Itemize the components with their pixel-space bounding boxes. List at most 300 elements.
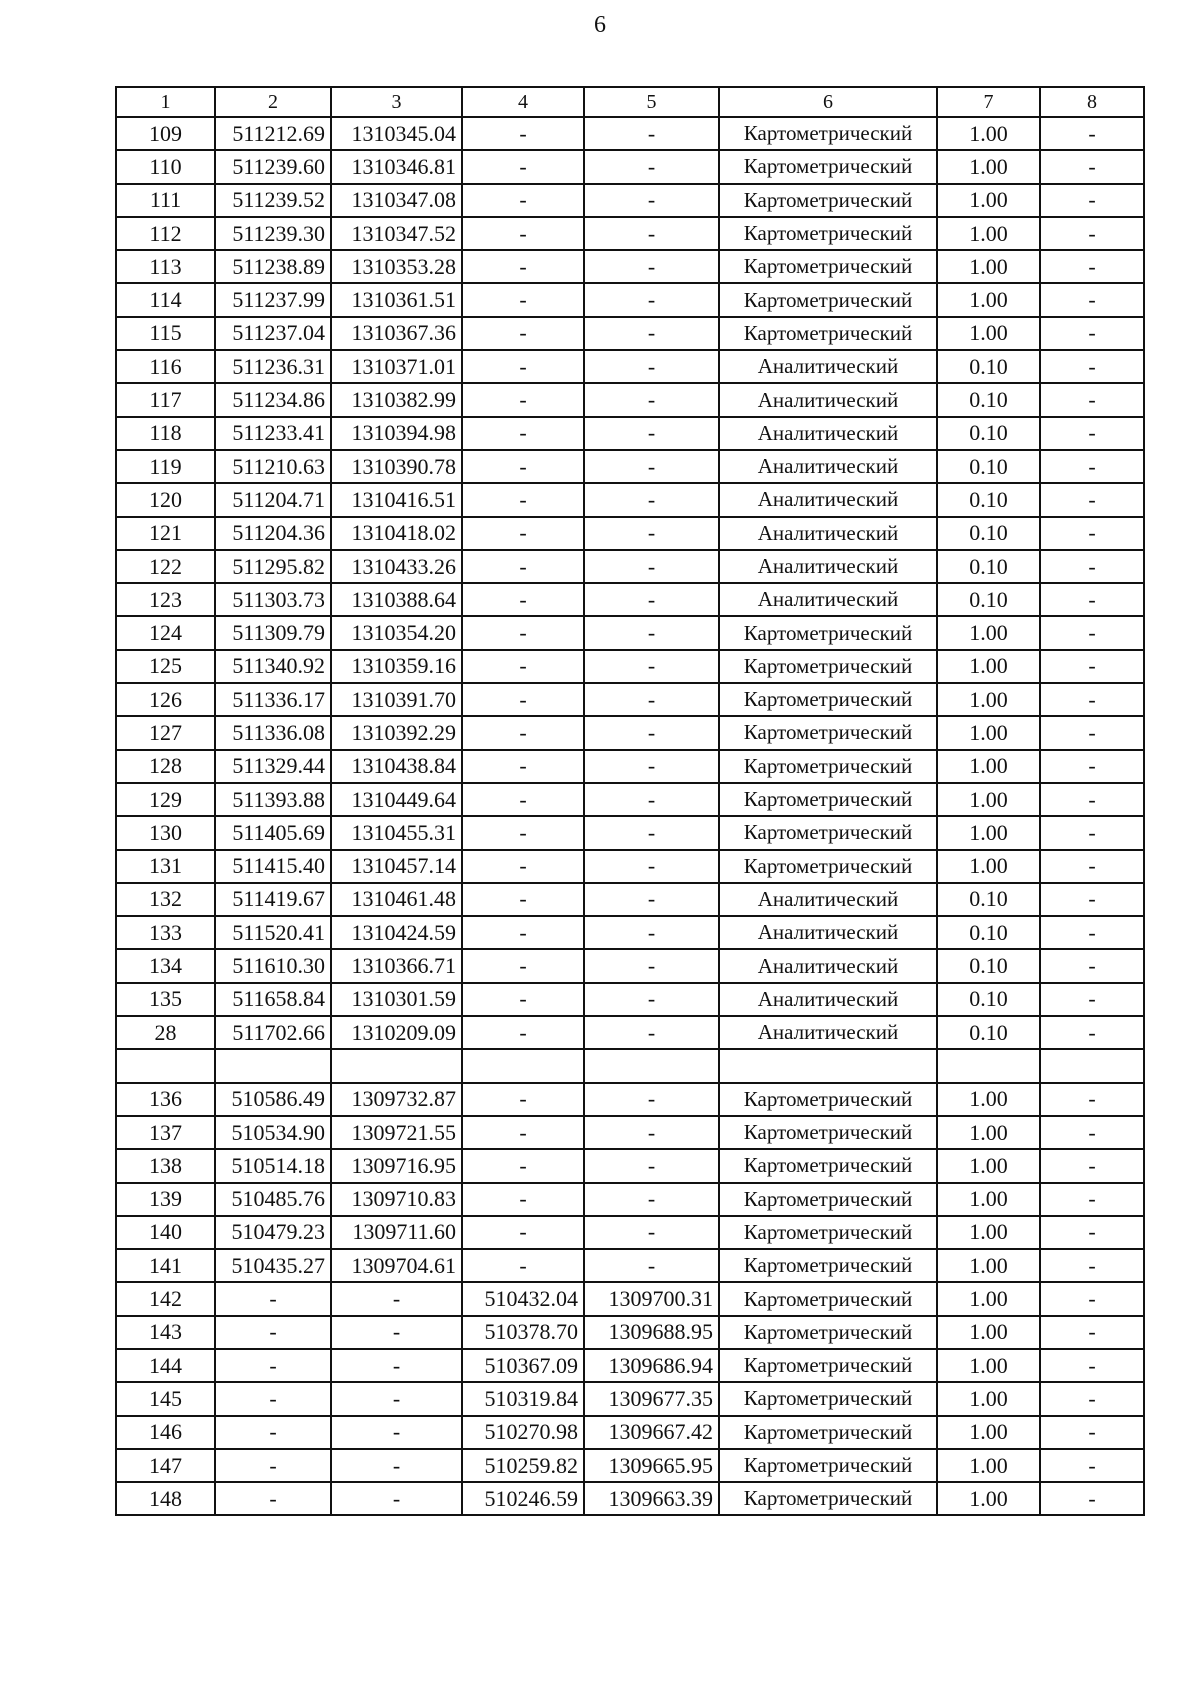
y-existing-cell: 1309704.61 <box>331 1249 462 1282</box>
y-new-cell: - <box>584 517 719 550</box>
y-existing-cell: 1310449.64 <box>331 783 462 816</box>
x-new-cell: - <box>462 683 584 716</box>
notes-cell: - <box>1040 1116 1144 1149</box>
accuracy-cell: 1.00 <box>937 650 1040 683</box>
accuracy-cell: 1.00 <box>937 683 1040 716</box>
table-row <box>116 1449 1144 1482</box>
column-header-6: 6 <box>719 87 937 117</box>
y-new-cell: - <box>584 550 719 583</box>
table-row <box>116 517 1144 550</box>
x-new-cell <box>462 1049 584 1082</box>
x-new-cell: - <box>462 250 584 283</box>
table-row <box>116 117 1144 150</box>
notes-cell: - <box>1040 1349 1144 1382</box>
x-new-cell: - <box>462 383 584 416</box>
accuracy-cell: 1.00 <box>937 184 1040 217</box>
y-new-cell: - <box>584 1183 719 1216</box>
table-row <box>116 650 1144 683</box>
table-row <box>116 983 1144 1016</box>
point-number-cell: 143 <box>116 1316 215 1349</box>
x-existing-cell: 511415.40 <box>215 850 331 883</box>
x-existing-cell: 511239.60 <box>215 150 331 183</box>
point-number-cell: 121 <box>116 517 215 550</box>
notes-cell: - <box>1040 1216 1144 1249</box>
method-cell: Картометрический <box>719 1382 937 1415</box>
accuracy-cell: 1.00 <box>937 783 1040 816</box>
y-new-cell: - <box>584 1216 719 1249</box>
x-new-cell: 510367.09 <box>462 1349 584 1382</box>
x-existing-cell: 511295.82 <box>215 550 331 583</box>
point-number-cell: 144 <box>116 1349 215 1382</box>
y-new-cell: 1309700.31 <box>584 1282 719 1315</box>
y-existing-cell: 1310382.99 <box>331 383 462 416</box>
method-cell: Картометрический <box>719 1316 937 1349</box>
y-new-cell: - <box>584 383 719 416</box>
x-existing-cell: 511610.30 <box>215 949 331 982</box>
notes-cell: - <box>1040 517 1144 550</box>
method-cell: Аналитический <box>719 450 937 483</box>
notes-cell: - <box>1040 1282 1144 1315</box>
point-number-cell: 113 <box>116 250 215 283</box>
accuracy-cell: 1.00 <box>937 1316 1040 1349</box>
method-cell: Картометрический <box>719 1282 937 1315</box>
point-number-cell: 118 <box>116 417 215 450</box>
accuracy-cell: 0.10 <box>937 583 1040 616</box>
method-cell: Аналитический <box>719 483 937 516</box>
y-existing-cell: 1309710.83 <box>331 1183 462 1216</box>
notes-cell: - <box>1040 1149 1144 1182</box>
accuracy-cell: 0.10 <box>937 383 1040 416</box>
method-cell: Аналитический <box>719 417 937 450</box>
x-existing-cell: - <box>215 1382 331 1415</box>
point-number-cell: 128 <box>116 750 215 783</box>
accuracy-cell: 1.00 <box>937 1416 1040 1449</box>
point-number-cell: 133 <box>116 916 215 949</box>
accuracy-cell: 1.00 <box>937 716 1040 749</box>
accuracy-cell: 1.00 <box>937 750 1040 783</box>
y-new-cell <box>584 1049 719 1082</box>
y-existing-cell: 1309721.55 <box>331 1116 462 1149</box>
table-row <box>116 1083 1144 1116</box>
accuracy-cell: 0.10 <box>937 983 1040 1016</box>
x-existing-cell: 511212.69 <box>215 117 331 150</box>
table-row <box>116 283 1144 316</box>
x-new-cell: - <box>462 883 584 916</box>
point-number-cell: 122 <box>116 550 215 583</box>
accuracy-cell: 0.10 <box>937 517 1040 550</box>
accuracy-cell: 1.00 <box>937 616 1040 649</box>
y-existing-cell: 1310367.36 <box>331 317 462 350</box>
table-row <box>116 783 1144 816</box>
table-row <box>116 816 1144 849</box>
y-existing-cell: 1310438.84 <box>331 750 462 783</box>
x-existing-cell: 510435.27 <box>215 1249 331 1282</box>
x-existing-cell: 511233.41 <box>215 417 331 450</box>
y-new-cell: - <box>584 883 719 916</box>
y-new-cell: - <box>584 949 719 982</box>
x-new-cell: 510319.84 <box>462 1382 584 1415</box>
accuracy-cell: 1.00 <box>937 1083 1040 1116</box>
y-new-cell: 1309686.94 <box>584 1349 719 1382</box>
method-cell: Картометрический <box>719 1183 937 1216</box>
x-new-cell: - <box>462 650 584 683</box>
table-row <box>116 1249 1144 1282</box>
method-cell: Аналитический <box>719 583 937 616</box>
y-existing-cell: 1310353.28 <box>331 250 462 283</box>
x-existing-cell: 511239.52 <box>215 184 331 217</box>
y-new-cell: - <box>584 483 719 516</box>
x-existing-cell: 510534.90 <box>215 1116 331 1149</box>
method-cell <box>719 1049 937 1082</box>
x-existing-cell: 511405.69 <box>215 816 331 849</box>
point-number-cell: 138 <box>116 1149 215 1182</box>
y-new-cell: - <box>584 616 719 649</box>
notes-cell: - <box>1040 1316 1144 1349</box>
x-new-cell: - <box>462 949 584 982</box>
y-existing-cell: 1310347.52 <box>331 217 462 250</box>
y-existing-cell: 1310418.02 <box>331 517 462 550</box>
point-number-cell: 126 <box>116 683 215 716</box>
point-number-cell: 117 <box>116 383 215 416</box>
y-existing-cell: - <box>331 1482 462 1515</box>
accuracy-cell: 1.00 <box>937 1149 1040 1182</box>
accuracy-cell: 0.10 <box>937 949 1040 982</box>
y-new-cell: - <box>584 583 719 616</box>
notes-cell: - <box>1040 417 1144 450</box>
x-existing-cell: 511419.67 <box>215 883 331 916</box>
table-row <box>116 1382 1144 1415</box>
notes-cell: - <box>1040 483 1144 516</box>
notes-cell: - <box>1040 850 1144 883</box>
y-existing-cell: 1309716.95 <box>331 1149 462 1182</box>
y-existing-cell: 1310455.31 <box>331 816 462 849</box>
table-row <box>116 1149 1144 1182</box>
column-header-5: 5 <box>584 87 719 117</box>
table-row <box>116 1282 1144 1315</box>
x-existing-cell: 510586.49 <box>215 1083 331 1116</box>
x-new-cell: - <box>462 217 584 250</box>
point-number-cell: 137 <box>116 1116 215 1149</box>
notes-cell: - <box>1040 983 1144 1016</box>
point-number-cell: 146 <box>116 1416 215 1449</box>
accuracy-cell: 0.10 <box>937 916 1040 949</box>
notes-cell: - <box>1040 816 1144 849</box>
x-new-cell: - <box>462 1116 584 1149</box>
x-existing-cell: - <box>215 1482 331 1515</box>
method-cell: Картометрический <box>719 683 937 716</box>
x-existing-cell: - <box>215 1349 331 1382</box>
x-new-cell: - <box>462 816 584 849</box>
notes-cell: - <box>1040 383 1144 416</box>
x-existing-cell: 511329.44 <box>215 750 331 783</box>
point-number-cell: 119 <box>116 450 215 483</box>
x-new-cell: - <box>462 283 584 316</box>
y-existing-cell: 1310359.16 <box>331 650 462 683</box>
x-new-cell: - <box>462 1249 584 1282</box>
y-existing-cell: - <box>331 1349 462 1382</box>
y-new-cell: - <box>584 350 719 383</box>
point-number-cell: 136 <box>116 1083 215 1116</box>
x-existing-cell: - <box>215 1282 331 1315</box>
point-number-cell: 135 <box>116 983 215 1016</box>
y-new-cell: - <box>584 1149 719 1182</box>
y-new-cell: - <box>584 450 719 483</box>
method-cell: Аналитический <box>719 883 937 916</box>
table-row <box>116 184 1144 217</box>
method-cell: Картометрический <box>719 283 937 316</box>
method-cell: Аналитический <box>719 1016 937 1049</box>
y-existing-cell: 1310354.20 <box>331 616 462 649</box>
y-existing-cell: 1310416.51 <box>331 483 462 516</box>
y-existing-cell: 1309732.87 <box>331 1083 462 1116</box>
header-row <box>116 87 1144 117</box>
notes-cell <box>1040 1049 1144 1082</box>
point-number-cell: 112 <box>116 217 215 250</box>
x-new-cell: - <box>462 616 584 649</box>
accuracy-cell: 1.00 <box>937 1482 1040 1515</box>
table-row <box>116 1216 1144 1249</box>
x-new-cell: - <box>462 916 584 949</box>
x-new-cell: 510270.98 <box>462 1416 584 1449</box>
x-existing-cell: 511210.63 <box>215 450 331 483</box>
notes-cell: - <box>1040 1382 1144 1415</box>
notes-cell: - <box>1040 250 1144 283</box>
x-new-cell: - <box>462 1183 584 1216</box>
table-row <box>116 1183 1144 1216</box>
method-cell: Картометрический <box>719 783 937 816</box>
y-existing-cell: 1310457.14 <box>331 850 462 883</box>
column-header-3: 3 <box>331 87 462 117</box>
x-new-cell: - <box>462 1216 584 1249</box>
accuracy-cell: 1.00 <box>937 1183 1040 1216</box>
x-existing-cell: 511702.66 <box>215 1016 331 1049</box>
y-existing-cell: 1310346.81 <box>331 150 462 183</box>
y-new-cell: - <box>584 283 719 316</box>
accuracy-cell: 1.00 <box>937 1382 1040 1415</box>
table-row <box>116 616 1144 649</box>
x-existing-cell: 511340.92 <box>215 650 331 683</box>
notes-cell: - <box>1040 683 1144 716</box>
point-number-cell: 148 <box>116 1482 215 1515</box>
x-existing-cell <box>215 1049 331 1082</box>
column-header-7: 7 <box>937 87 1040 117</box>
y-new-cell: - <box>584 850 719 883</box>
y-new-cell: - <box>584 184 719 217</box>
y-new-cell: - <box>584 150 719 183</box>
notes-cell: - <box>1040 1083 1144 1116</box>
x-existing-cell: 511238.89 <box>215 250 331 283</box>
notes-cell: - <box>1040 1249 1144 1282</box>
y-existing-cell: 1309711.60 <box>331 1216 462 1249</box>
notes-cell: - <box>1040 283 1144 316</box>
x-new-cell: 510378.70 <box>462 1316 584 1349</box>
x-new-cell: 510259.82 <box>462 1449 584 1482</box>
method-cell: Картометрический <box>719 1349 937 1382</box>
table-row <box>116 850 1144 883</box>
x-existing-cell: 510514.18 <box>215 1149 331 1182</box>
notes-cell: - <box>1040 883 1144 916</box>
x-new-cell: 510432.04 <box>462 1282 584 1315</box>
x-new-cell: - <box>462 750 584 783</box>
point-number-cell: 139 <box>116 1183 215 1216</box>
method-cell: Картометрический <box>719 1149 937 1182</box>
accuracy-cell: 1.00 <box>937 217 1040 250</box>
table-body <box>116 117 1144 1515</box>
accuracy-cell: 1.00 <box>937 1449 1040 1482</box>
point-number-cell: 114 <box>116 283 215 316</box>
x-existing-cell: 511520.41 <box>215 916 331 949</box>
notes-cell: - <box>1040 150 1144 183</box>
method-cell: Картометрический <box>719 1449 937 1482</box>
table-row <box>116 550 1144 583</box>
y-existing-cell: - <box>331 1416 462 1449</box>
y-existing-cell: - <box>331 1449 462 1482</box>
column-header-8: 8 <box>1040 87 1144 117</box>
column-header-2: 2 <box>215 87 331 117</box>
point-number-cell: 142 <box>116 1282 215 1315</box>
x-new-cell: - <box>462 983 584 1016</box>
accuracy-cell: 0.10 <box>937 417 1040 450</box>
x-new-cell: - <box>462 583 584 616</box>
x-existing-cell: 511236.31 <box>215 350 331 383</box>
x-new-cell: - <box>462 1016 584 1049</box>
method-cell: Аналитический <box>719 983 937 1016</box>
notes-cell: - <box>1040 1416 1144 1449</box>
x-new-cell: - <box>462 1149 584 1182</box>
y-existing-cell: 1310394.98 <box>331 417 462 450</box>
y-new-cell: - <box>584 317 719 350</box>
notes-cell: - <box>1040 650 1144 683</box>
table-row <box>116 450 1144 483</box>
y-new-cell: - <box>584 1083 719 1116</box>
accuracy-cell: 0.10 <box>937 1016 1040 1049</box>
accuracy-cell <box>937 1049 1040 1082</box>
y-new-cell: - <box>584 816 719 849</box>
table-row <box>116 883 1144 916</box>
table-row <box>116 750 1144 783</box>
table-row <box>116 916 1144 949</box>
method-cell: Картометрический <box>719 650 937 683</box>
y-existing-cell: 1310390.78 <box>331 450 462 483</box>
accuracy-cell: 1.00 <box>937 117 1040 150</box>
notes-cell: - <box>1040 1183 1144 1216</box>
accuracy-cell: 0.10 <box>937 350 1040 383</box>
notes-cell: - <box>1040 217 1144 250</box>
method-cell: Картометрический <box>719 1083 937 1116</box>
table-row <box>116 383 1144 416</box>
y-new-cell: - <box>584 1116 719 1149</box>
point-number-cell: 141 <box>116 1249 215 1282</box>
column-header-4: 4 <box>462 87 584 117</box>
notes-cell: - <box>1040 550 1144 583</box>
notes-cell: - <box>1040 1449 1144 1482</box>
x-existing-cell: - <box>215 1416 331 1449</box>
table-row <box>116 949 1144 982</box>
y-new-cell: 1309665.95 <box>584 1449 719 1482</box>
notes-cell: - <box>1040 616 1144 649</box>
notes-cell: - <box>1040 450 1144 483</box>
accuracy-cell: 1.00 <box>937 1216 1040 1249</box>
point-number-cell <box>116 1049 215 1082</box>
coordinates-table <box>115 86 1145 1516</box>
method-cell: Картометрический <box>719 716 937 749</box>
y-new-cell: - <box>584 650 719 683</box>
x-existing-cell: 511303.73 <box>215 583 331 616</box>
accuracy-cell: 0.10 <box>937 550 1040 583</box>
y-existing-cell: - <box>331 1316 462 1349</box>
point-number-cell: 134 <box>116 949 215 982</box>
y-new-cell: - <box>584 683 719 716</box>
accuracy-cell: 1.00 <box>937 1349 1040 1382</box>
y-existing-cell: 1310392.29 <box>331 716 462 749</box>
y-new-cell: 1309688.95 <box>584 1316 719 1349</box>
notes-cell: - <box>1040 1482 1144 1515</box>
point-number-cell: 111 <box>116 184 215 217</box>
y-existing-cell: 1310347.08 <box>331 184 462 217</box>
x-new-cell: - <box>462 716 584 749</box>
accuracy-cell: 1.00 <box>937 250 1040 283</box>
table-row <box>116 1482 1144 1515</box>
x-new-cell: - <box>462 517 584 550</box>
x-existing-cell: - <box>215 1449 331 1482</box>
method-cell: Картометрический <box>719 117 937 150</box>
y-new-cell: - <box>584 417 719 450</box>
y-new-cell: 1309667.42 <box>584 1416 719 1449</box>
x-existing-cell: 511309.79 <box>215 616 331 649</box>
y-new-cell: - <box>584 916 719 949</box>
y-new-cell: 1309677.35 <box>584 1382 719 1415</box>
accuracy-cell: 0.10 <box>937 883 1040 916</box>
notes-cell: - <box>1040 350 1144 383</box>
accuracy-cell: 1.00 <box>937 1249 1040 1282</box>
table-row <box>116 1116 1144 1149</box>
x-new-cell: - <box>462 317 584 350</box>
table-row <box>116 716 1144 749</box>
y-existing-cell <box>331 1049 462 1082</box>
x-new-cell: - <box>462 350 584 383</box>
notes-cell: - <box>1040 583 1144 616</box>
point-number-cell: 145 <box>116 1382 215 1415</box>
y-existing-cell: 1310209.09 <box>331 1016 462 1049</box>
y-existing-cell: 1310366.71 <box>331 949 462 982</box>
table-header <box>116 87 1144 117</box>
y-existing-cell: 1310433.26 <box>331 550 462 583</box>
x-new-cell: - <box>462 850 584 883</box>
method-cell: Картометрический <box>719 616 937 649</box>
notes-cell: - <box>1040 117 1144 150</box>
y-new-cell: - <box>584 783 719 816</box>
x-new-cell: - <box>462 184 584 217</box>
method-cell: Аналитический <box>719 383 937 416</box>
column-header-1: 1 <box>116 87 215 117</box>
y-existing-cell: 1310424.59 <box>331 916 462 949</box>
notes-cell: - <box>1040 949 1144 982</box>
accuracy-cell: 1.00 <box>937 317 1040 350</box>
y-new-cell: - <box>584 1016 719 1049</box>
x-existing-cell: 511658.84 <box>215 983 331 1016</box>
x-new-cell: - <box>462 450 584 483</box>
method-cell: Картометрический <box>719 1482 937 1515</box>
method-cell: Картометрический <box>719 317 937 350</box>
table-row <box>116 1416 1144 1449</box>
point-number-cell: 131 <box>116 850 215 883</box>
y-existing-cell: 1310388.64 <box>331 583 462 616</box>
x-new-cell: - <box>462 150 584 183</box>
method-cell: Картометрический <box>719 184 937 217</box>
accuracy-cell: 1.00 <box>937 283 1040 316</box>
accuracy-cell: 0.10 <box>937 483 1040 516</box>
y-existing-cell: 1310391.70 <box>331 683 462 716</box>
